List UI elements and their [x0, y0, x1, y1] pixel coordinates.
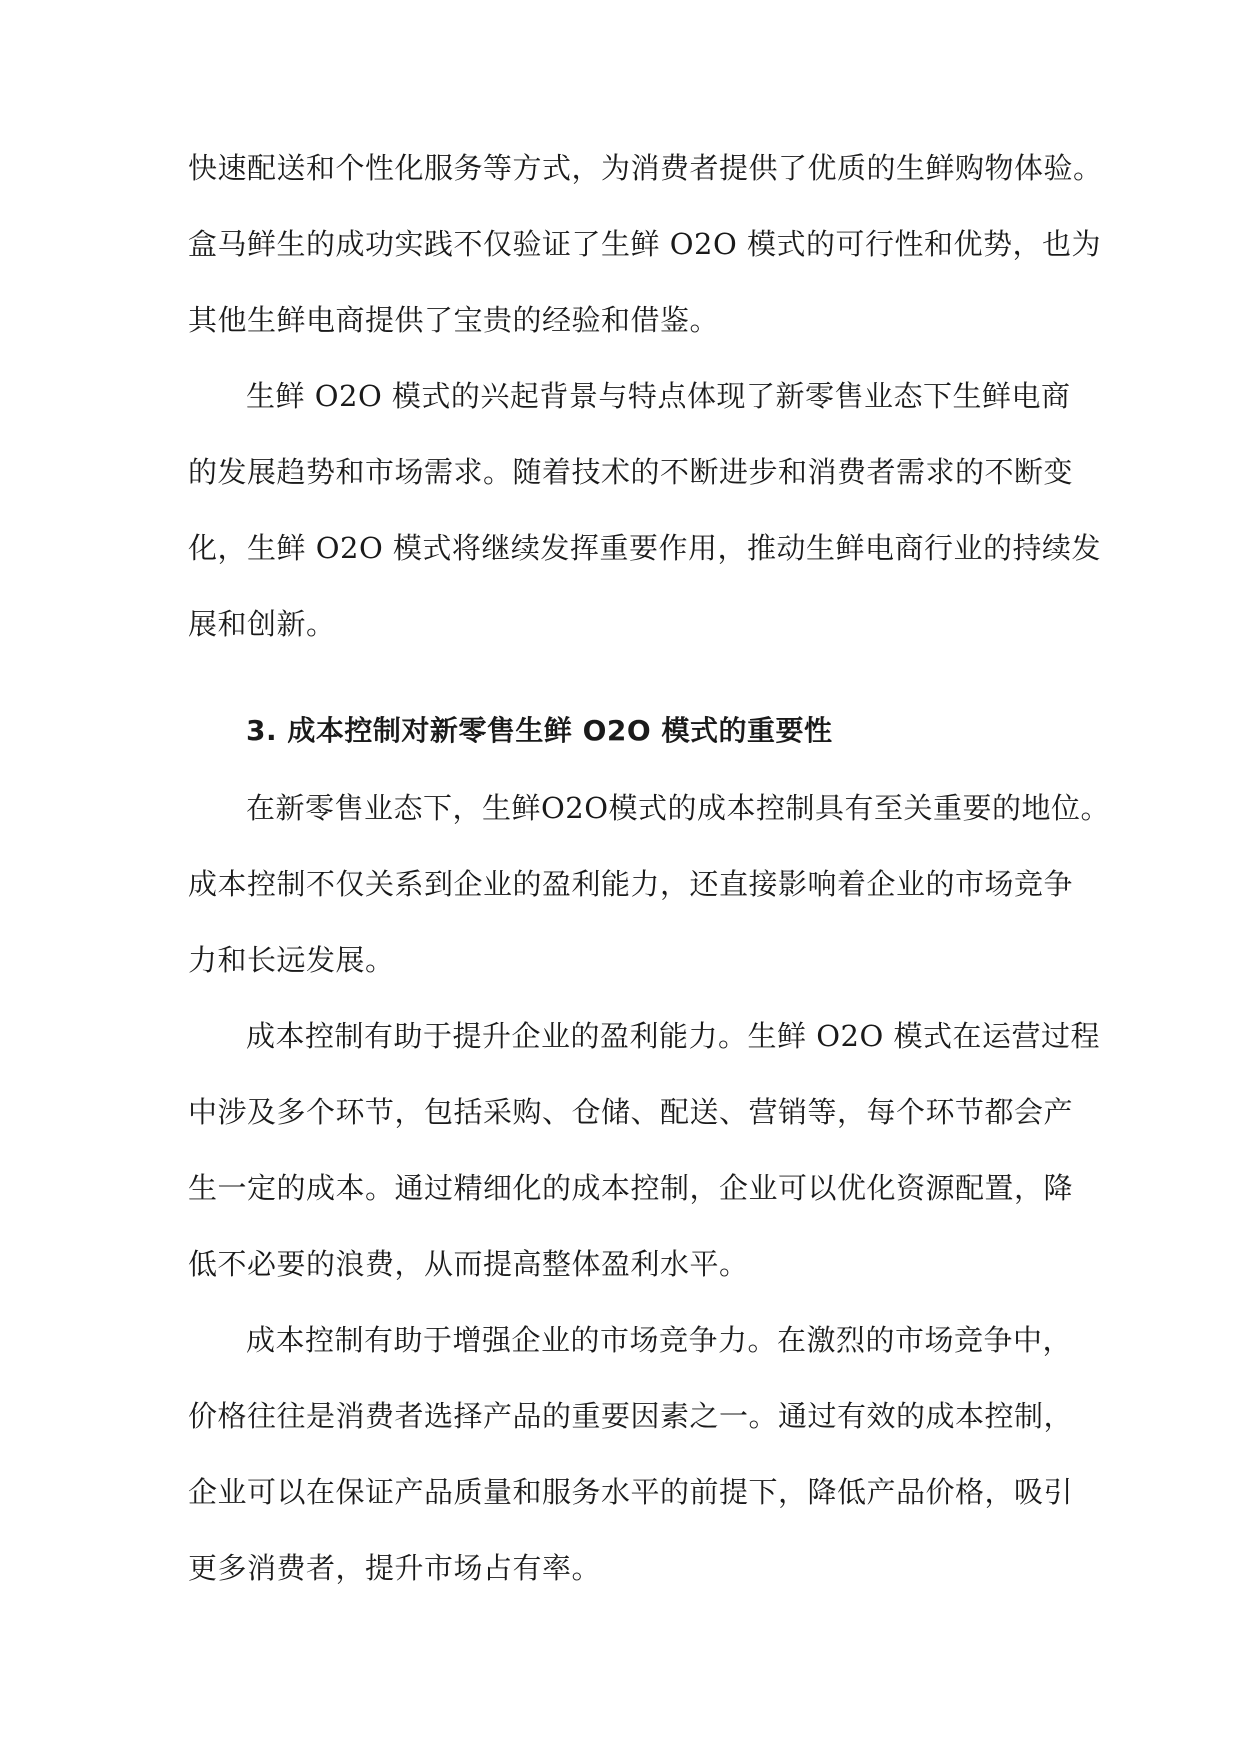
paragraph-5-line-3: 企业可以在保证产品质量和服务水平的前提下，降低产品价格，吸引: [188, 1475, 1074, 1509]
paragraph-3-line-3: 力和长远发展。: [188, 943, 395, 977]
paragraph-4-line-3: 生一定的成本。通过精细化的成本控制，企业可以优化资源配置，降: [188, 1171, 1074, 1205]
paragraph-5-line-2: 价格往往是消费者选择产品的重要因素之一。通过有效的成本控制，: [188, 1399, 1074, 1433]
paragraph-5-line-1: 成本控制有助于增强企业的市场竞争力。在激烈的市场竞争中，: [246, 1323, 1073, 1357]
paragraph-1-line-1: 快速配送和个性化服务等方式，为消费者提供了优质的生鲜购物体验。: [188, 151, 1103, 185]
paragraph-2-line-2: 的发展趋势和市场需求。随着技术的不断进步和消费者需求的不断变: [188, 455, 1074, 489]
paragraph-1-line-2: 盒马鲜生的成功实践不仅验证了生鲜 O2O 模式的可行性和优势，也为: [188, 227, 1101, 261]
paragraph-4-line-4: 低不必要的浪费，从而提高整体盈利水平。: [188, 1247, 749, 1281]
paragraph-4-line-2: 中涉及多个环节，包括采购、仓储、配送、营销等，每个环节都会产: [188, 1095, 1074, 1129]
section-heading: 3. 成本控制对新零售生鲜 O2O 模式的重要性: [246, 714, 833, 747]
paragraph-4-line-1: 成本控制有助于提升企业的盈利能力。生鲜 O2O 模式在运营过程: [246, 1019, 1100, 1053]
paragraph-1-line-3: 其他生鲜电商提供了宝贵的经验和借鉴。: [188, 303, 720, 337]
paragraph-3-line-1: 在新零售业态下，生鲜O2O模式的成本控制具有至关重要的地位。: [246, 791, 1111, 825]
paragraph-5-line-4: 更多消费者，提升市场占有率。: [188, 1551, 602, 1585]
paragraph-3-line-2: 成本控制不仅关系到企业的盈利能力，还直接影响着企业的市场竞争: [188, 867, 1074, 901]
paragraph-2-line-4: 展和创新。: [188, 607, 336, 641]
paragraph-2-line-1: 生鲜 O2O 模式的兴起背景与特点体现了新零售业态下生鲜电商: [246, 379, 1071, 413]
paragraph-2-line-3: 化，生鲜 O2O 模式将继续发挥重要作用，推动生鲜电商行业的持续发: [188, 531, 1101, 565]
